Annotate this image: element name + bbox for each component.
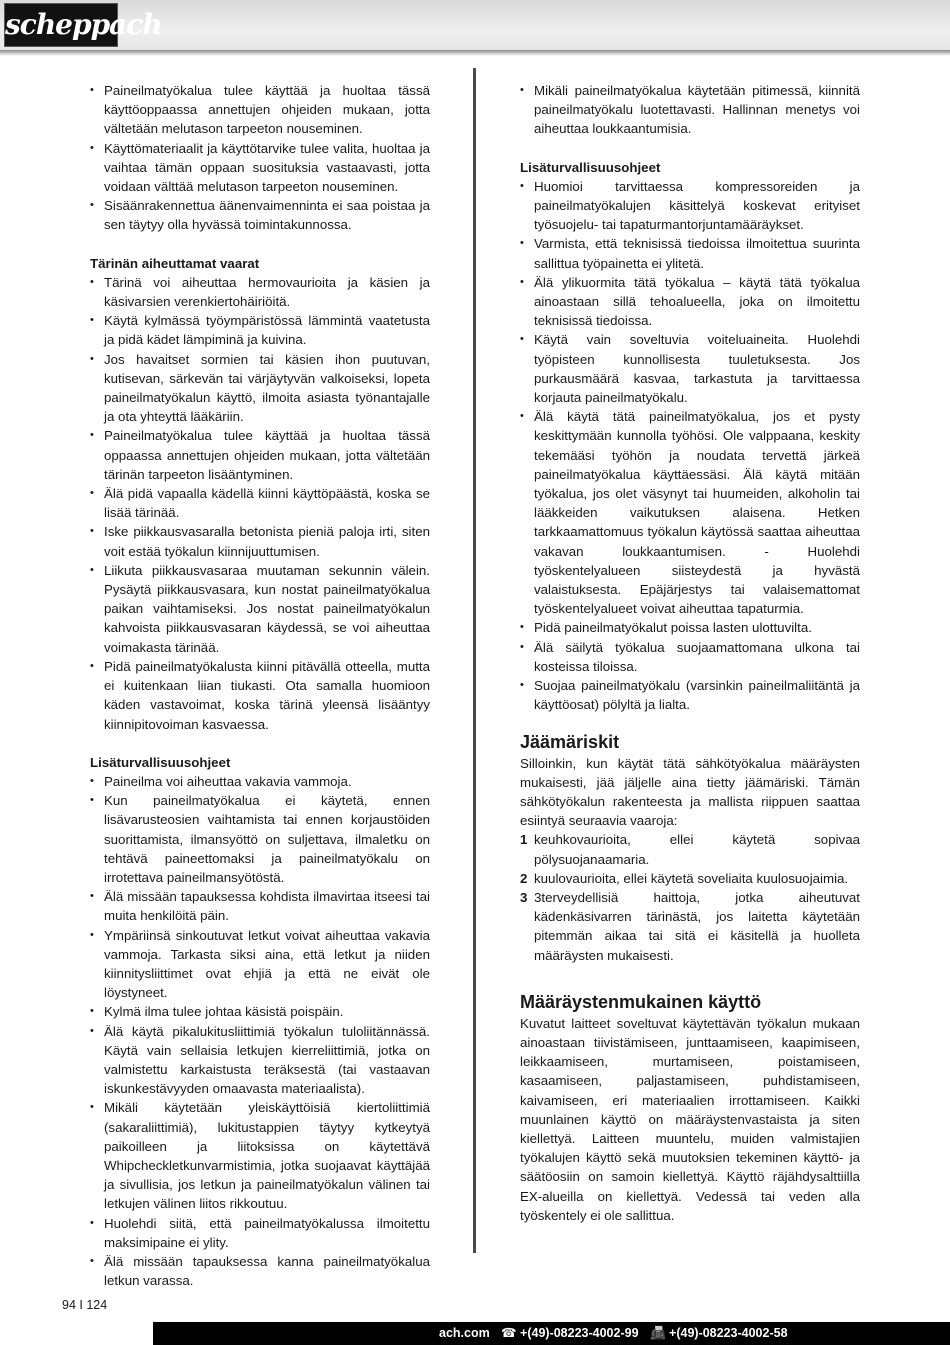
list-item: • Sisäänrakennettua äänenvaimenninta ei saa poistaa ja sen täytyy olla hyvässä toimintakunnossa.	[90, 196, 430, 234]
list-item: • Pidä paineilmatyökalut poissa lasten ulottuvilta.	[520, 618, 860, 637]
list-item: • Huolehdi siitä, että paineilmatyökalussa ilmoitettu maksimipaine ei ylity.	[90, 1214, 430, 1252]
list-item: • Tärinä voi aiheuttaa hermovaurioita ja käsien ja käsivarsien verenkiertohäiriöitä.	[90, 273, 430, 311]
list-item: • Kylmä ilma tulee johtaa käsistä poispäin.	[90, 1002, 430, 1021]
column-divider	[473, 68, 476, 1253]
list-item: • Älä käytä tätä paineilmatyökalua, jos et pysty keskittymään kunnolla työhösi. Ole valppaana, keskity tekemääsi työhön ja noudata tervettä järkeä paineilmatyökalua käyttäessäsi. Älä käytä mitään työkalua, jos olet väsynyt tai huumeiden, alkoholin tai lääkkeiden vaikutuksen alaisena. Hetken tarkkaamattomuus työkalun käytössä saattaa aiheuttaa vakavan loukkaantumisen. - Huolehdi työskentelyalueen siisteydestä ja hyvästä valaistuksesta. Epäjärjestys tai valaisemattomat työskentelyalueet voivat aiheuttaa tapaturmia.	[520, 407, 860, 618]
residual-risks-list	[520, 830, 860, 964]
item-number: 1	[520, 832, 528, 848]
list-item: • Älä pidä vapaalla kädellä kiinni käyttöpäästä, koska se lisää tärinää.	[90, 484, 430, 522]
list-item	[520, 888, 860, 965]
list-item: • Varmista, että teknisissä tiedoissa ilmoitettua suurinta sallittua työpainetta ei ylitetä.	[520, 234, 860, 272]
vibration-heading: Tärinän aiheuttamat vaarat	[90, 255, 260, 271]
list-item: • Iske piikkausvasaralla betonista pieniä paloja irti, siten voit estää työkalun kiinnijuuttumisen.	[90, 522, 430, 560]
list-item: • Kun paineilmatyökalua ei käytetä, ennen lisävarusteosien vaihtamista tai ennen korjaustöiden suorittamista, ilmansyöttö on suljettava, ilmaletku on tehtävä paineettomaksi ja paineilmatyökalu on irrotettava paineilmansyötöstä.	[90, 791, 430, 887]
list-item: • Ympäriinsä sinkoutuvat letkut voivat aiheuttaa vakavia vammoja. Tarkasta siksi aina, että letkut ja niiden kiinnitysliittimet ovat ehjiä ja että ne eivät ole löystyneet.	[90, 926, 430, 1003]
list-item: • Älä säilytä työkalua suojaamattomana ulkona tai kosteissa tiloissa.	[520, 638, 860, 676]
list-item: • Huomioi tarvittaessa kompressoreiden ja paineilmatyökalujen käsittelyä koskevat erityiset työsuojelu- tai tapaturmantorjuntamääräykset.	[520, 177, 860, 235]
list-item: • Paineilmatyökalua tulee käyttää ja huoltaa tässä käyttöoppaassa annettujen ohjeiden mukaan, jotta vältetään melutason tarpeeton nouseminen.	[90, 81, 430, 139]
right-intro-list	[520, 81, 860, 139]
list-item	[520, 830, 860, 868]
header-shadow	[0, 50, 950, 56]
footer-website: ach.com	[439, 1326, 490, 1340]
list-item: • Älä missään tapauksessa kanna paineilmatyökalua letkun varassa.	[90, 1252, 430, 1290]
additional-safety-heading: Lisäturvallisuusohjeet	[520, 159, 661, 175]
list-item: • Paineilmatyökalua tulee käyttää ja huoltaa tässä oppaassa annettujen ohjeiden mukaan, jotta vältetään tärinän tarpeeton lisääntyminen.	[90, 426, 430, 484]
item-number: 3	[520, 889, 528, 905]
list-item	[520, 869, 860, 888]
vibration-list	[90, 273, 430, 734]
list-item: • Paineilma voi aiheuttaa vakavia vammoja.	[90, 772, 430, 791]
list-item: • Jos havaitset sormien tai käsien ihon puutuvan, kutisevan, särkevän tai värjäytyvän valkoiseksi, lopeta paineilmatyökalun käyttö, ilmoita asiasta työnantajalle ja ota yhteyttä lääkäriin.	[90, 350, 430, 427]
list-item: • Käytä kylmässä työympäristössä lämmintä vaatetusta ja pidä kädet lämpiminä ja kuivina.	[90, 311, 430, 349]
list-item: • Liikuta piikkausvasaraa muutaman sekunnin välein. Pysäytä piikkausvasara, kun nostat paineilmatyökalua paikan vaihtamiseksi. Jos nostat paineilmatyökalun kahvoista piikkausvasaran käydessä, se voi aiheuttaa voimakasta tärinää.	[90, 561, 430, 657]
footer-phone: ☎ +(49)-08223-4002-99	[501, 1326, 639, 1340]
list-item: • Suojaa paineilmatyökalu (varsinkin paineilmaliitäntä ja käyttöosat) pölyltä ja lialta.	[520, 676, 860, 714]
page-number: 94 I 124	[62, 1298, 108, 1312]
left-intro-list	[90, 81, 430, 235]
item-number: 2	[520, 870, 528, 886]
item-text: keuhkovaurioita, ellei käytetä sopivaa pölysuojanaamaria.	[534, 832, 860, 867]
item-text: kuulovaurioita, ellei käytetä soveliaita kuulosuojaimia.	[534, 870, 849, 886]
footer-band	[153, 1322, 950, 1345]
left-column	[90, 81, 430, 1290]
item-text: 3terveydellisiä haittoja, jotka aiheutuvat kädenkäsivarren tärinästä, jos laitetta käytetään pitemmän aikaa tai sitä ei käsitellä ja huolleta määräysten mukaisesti.	[534, 889, 860, 963]
list-item: • Käytä vain soveltuvia voiteluaineita. Huolehdi työpisteen kunnollisesta tuuletuksesta. Jos purkausmäärä kasvaa, tarkastuta ja tarvittaessa korjauta paineilmatyökalu.	[520, 330, 860, 407]
additional-safety-list	[90, 772, 430, 1290]
intended-use-heading: Määräystenmukainen käyttö	[520, 991, 762, 1012]
list-item: • Mikäli paineilmatyökalua käytetään pitimessä, kiinnitä paineilmatyökalu luotettavasti. Hallinnan menetys voi aiheuttaa loukkaantumisia.	[520, 81, 860, 139]
footer-fax: 📠 +(49)-08223-4002-58	[650, 1326, 788, 1340]
residual-risks-text: Silloinkin, kun käytät tätä sähkötyökalua määräysten mukaisesti, jää jäljelle aina tietty jäämäriski. Tämän sähkötyökalun rakenteesta ja mallista riippuen saattaa esiintyä seuraavia vaaroja:	[520, 755, 860, 829]
list-item: • Älä ylikuormita tätä työkalua – käytä tätä työkalua ainoastaan sillä tehoalueella, joka on ilmoitettu teknisissä tiedoissa.	[520, 273, 860, 331]
list-item: • Mikäli käytetään yleiskäyttöisiä kiertoliittimiä (sakaraliittimiä), lukitustappien täytyy kytkeytyä paikoilleen ja liitoksissa on käytettävä Whipcheckletkunvarmistimia, jotka suojaavat käyttäjää ja sivullisia, jos letkun ja paineilmatyökalun välinen tai letkujen välinen liitos rikkoutuu.	[90, 1098, 430, 1213]
list-item: • Käyttömateriaalit ja käyttötarvike tulee valita, huoltaa ja vaihtaa tämän oppaan suosituksia vastaavasti, jotta voidaan välttää melutason tarpeeton nouseminen.	[90, 139, 430, 197]
list-item: • Pidä paineilmatyökalusta kiinni pitävällä otteella, mutta ei kuitenkaan liian tiukasti. Ota samalla huomioon käden vastavoimat, koska tärinä yleensä lisääntyy kiinnipitovoiman kasvaessa.	[90, 657, 430, 734]
residual-risks-heading: Jäämäriskit	[520, 731, 620, 752]
additional-safety-heading: Lisäturvallisuusohjeet	[90, 754, 231, 770]
list-item: • Älä missään tapauksessa kohdista ilmavirtaa itseesi tai muita henkilöitä päin.	[90, 887, 430, 925]
right-column	[520, 81, 860, 1225]
additional-safety-list	[520, 177, 860, 715]
list-item: • Älä käytä pikalukitusliittimiä työkalun tuloliitännässä. Käytä vain sellaisia letkujen kierreliittimiä, jotka on valmistettu karkaistusta teräksestä (tai vastaavan iskunkestävyyden omaavasta materiaalista).	[90, 1022, 430, 1099]
brand-logo: scheppach	[4, 3, 118, 47]
intended-use-text: Kuvatut laitteet soveltuvat käytettävän työkalun mukaan ainoastaan tiivistämiseen, junttaamiseen, kaapimiseen, leikkaamiseen, murtamiseen, poistamiseen, kasaamiseen, paljastamiseen, puhdistamiseen, kaivamiseen, eri materiaalien irrottamiseen. Kaikki muunlainen käyttö on määräystenvastaista ja siten kiellettyä. Laitteen muuntelu, muiden valmistajien työkalujen käyttö sekä muutoksien tekeminen käyttö- ja säätöosiin on samoin kiellettyä. Käyttö räjähdysalttiilla EX-alueilla on kiellettyä. Vedessä tai veden alla työskentely ei ole sallittua.	[520, 1015, 860, 1223]
